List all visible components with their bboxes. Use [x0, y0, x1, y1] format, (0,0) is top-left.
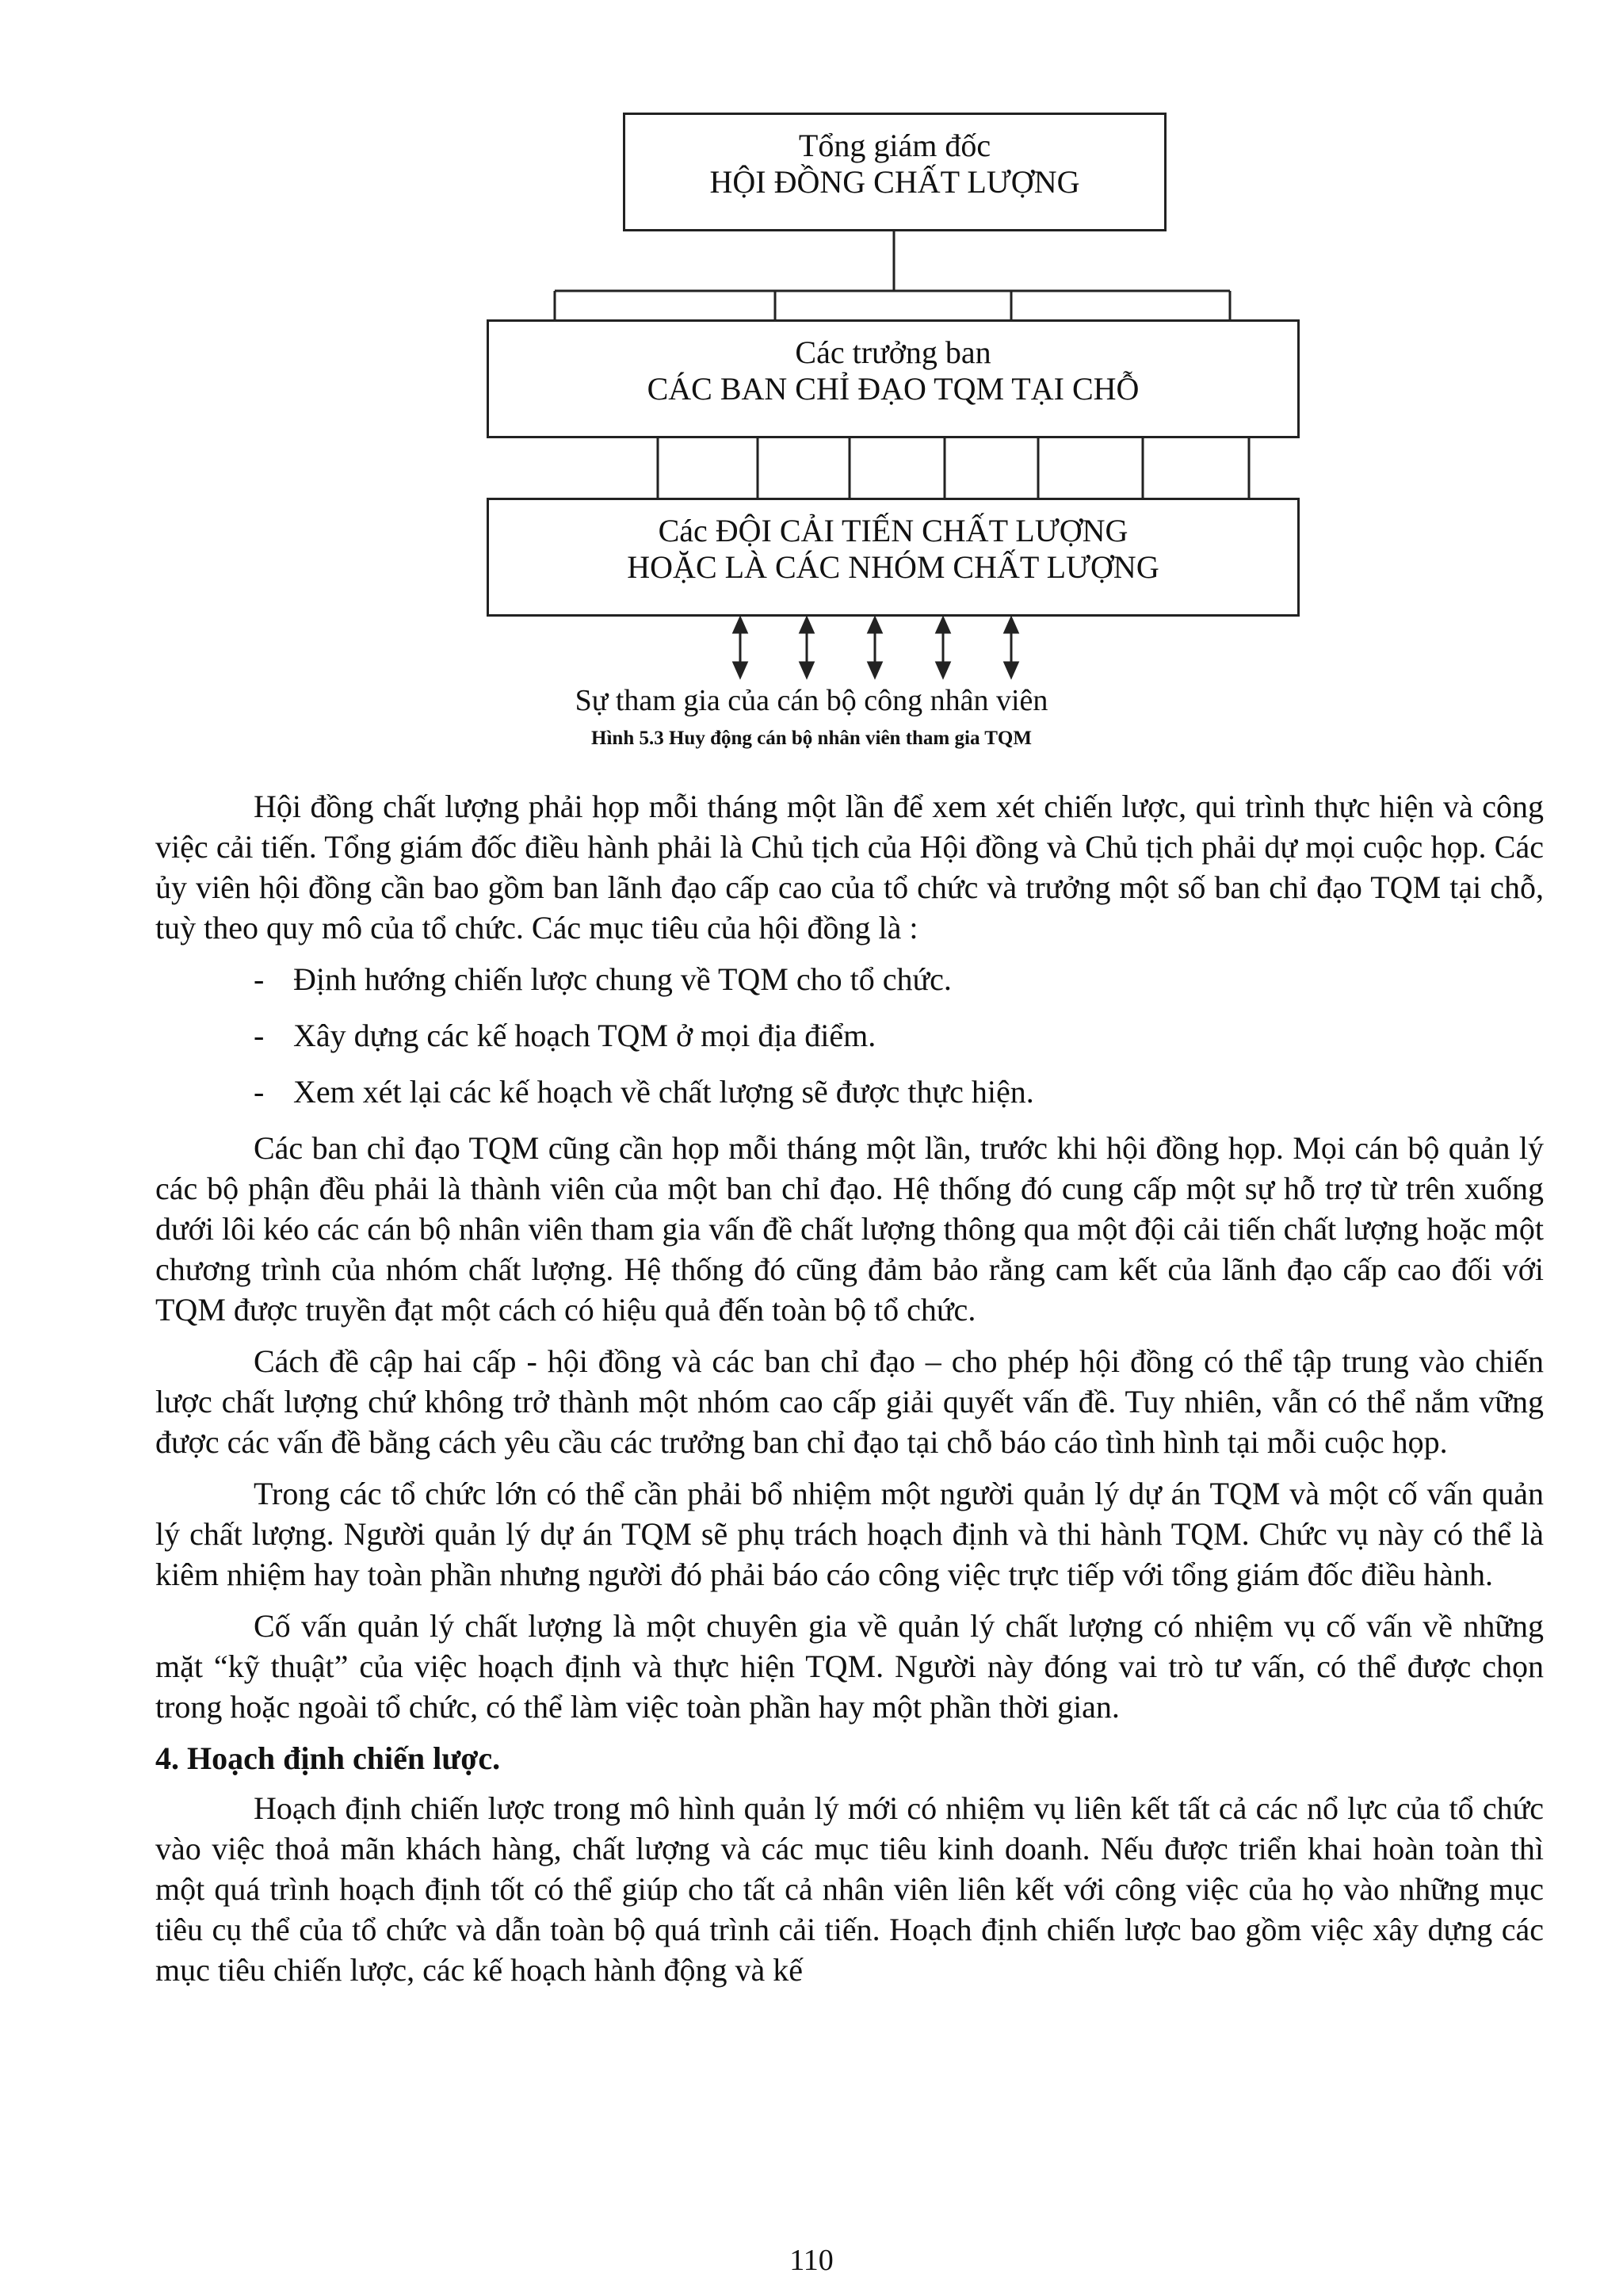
double-arrow-2	[800, 618, 813, 677]
section-heading: 4. Hoạch định chiến lược.	[155, 1740, 501, 1776]
double-arrow-3	[869, 618, 881, 677]
ceo-quality-council-box	[623, 113, 1167, 231]
list-item-text: Xây dựng các kế hoạch TQM ở mọi địa điểm.	[293, 1018, 876, 1053]
bullet-dash: -	[254, 1074, 265, 1110]
paragraph-2: Các ban chỉ đạo TQM cũng cần họp mỗi tháng một lần, trước khi hội đồng họp. Mọi cán bộ quản lý các bộ phận đều phải là thành viên của một ban chỉ đạo. Hệ thống đó cung cấp một sự hỗ trợ từ trên xuống dưới lôi kéo các cán bộ nhân viên tham gia vấn đề chất lượng thông qua một đội cải tiến chất lượng hoặc một chương trình của nhóm chất lượng. Hệ thống đó cũng đảm bảo rằng cam kết của lãnh đạo cấp cao đối với TQM được truyền đạt một cách có hiệu quả đến toàn bộ tổ chức.	[155, 1130, 1544, 1328]
org-diagram	[0, 0, 1623, 761]
paragraph-4: Trong các tổ chức lớn có thể cần phải bổ nhiệm một người quản lý dự án TQM và một cố vấn quản lý chất lượng. Người quản lý dự án TQM sẽ phụ trách hoạch định và thi hành TQM. Chức vụ này có thể là kiêm nhiệm hay toàn phần nhưng người đó phải báo cáo công việc trực tiếp với tổng giám đốc điều hành.	[155, 1476, 1544, 1592]
double-arrow-4	[937, 618, 949, 677]
bullet-dash: -	[254, 961, 265, 997]
page-body	[155, 786, 1544, 2001]
page-number: 110	[789, 2244, 834, 2277]
figure-caption: Hình 5.3 Huy động cán bộ nhân viên tham gia TQM	[591, 728, 1032, 749]
list-item	[155, 1072, 1544, 1112]
paragraph-5: Cố vấn quản lý chất lượng là một chuyên gia về quản lý chất lượng có nhiệm vụ cố vấn về những mặt “kỹ thuật” của việc hoạch định và thực hiện TQM. Người này đóng vai trò tư vấn, có thể được chọn trong hoặc ngoài tổ chức, có thể làm việc toàn phần hay một phần thời gian.	[155, 1608, 1544, 1725]
steering-committees-box	[487, 319, 1300, 438]
list-item	[155, 1015, 1544, 1056]
paragraph-6: Hoạch định chiến lược trong mô hình quản lý mới có nhiệm vụ liên kết tất cả các nổ lực của tổ chức vào việc thoả mãn khách hàng, chất lượng và các mục tiêu kinh doanh. Nếu được triển khai hoàn toàn thì một quá trình hoạch định tốt có thể giúp cho tất cả nhân viên liên kết với công việc của họ vào những mục tiêu cụ thể của tổ chức và dẫn toàn bộ quá trình cải tiến. Hoạch định chiến lược bao gồm việc xây dựng các mục tiêu chiến lược, các kế hoạch hành động và kế	[155, 1790, 1544, 1988]
paragraph-3: Cách đề cập hai cấp - hội đồng và các ban chỉ đạo – cho phép hội đồng có thể tập trung vào chiến lược chất lượng chứ không trở thành một nhóm cao cấp giải quyết vấn đề. Tuy nhiên, vẫn có thể nắm vững được các vấn đề bằng cách yêu cầu các trưởng ban chỉ đạo tại chỗ báo cáo tình hình tại mỗi cuộc họp.	[155, 1343, 1544, 1460]
double-arrow-1	[734, 618, 747, 677]
improvement-teams-box	[487, 498, 1300, 617]
participation-label: Sự tham gia của cán bộ công nhân viên	[575, 684, 1048, 717]
ceo-box-subtitle: HỘI ĐỒNG CHẤT LƯỢNG	[709, 164, 1080, 200]
teams-box-subtitle: HOẶC LÀ CÁC NHÓM CHẤT LƯỢNG	[627, 549, 1159, 585]
list-item-text: Định hướng chiến lược chung về TQM cho tổ chức.	[293, 961, 952, 997]
bullet-dash: -	[254, 1018, 265, 1053]
paragraph-1: Hội đồng chất lượng phải họp mỗi tháng một lần để xem xét chiến lược, qui trình thực hiện và công việc cải tiến. Tổng giám đốc điều hành phải là Chủ tịch của Hội đồng và Chủ tịch phải dự mọi cuộc họp. Các ủy viên hội đồng cần bao gồm ban lãnh đạo cấp cao của tổ chức và trưởng một số ban chỉ đạo TQM tại chỗ, tuỳ theo quy mô của tổ chức. Các mục tiêu của hội đồng là :	[155, 789, 1544, 946]
list-item	[155, 959, 1544, 999]
steering-box-subtitle: CÁC BAN CHỈ ĐẠO TQM TẠI CHỖ	[647, 371, 1140, 407]
ceo-box-title: Tổng giám đốc	[798, 128, 991, 163]
double-arrow-5	[1005, 618, 1018, 677]
steering-box-title: Các trưởng ban	[795, 334, 991, 370]
teams-box-title: Các ĐỘI CẢI TIẾN CHẤT LƯỢNG	[658, 513, 1128, 548]
objectives-list	[155, 959, 1544, 1112]
list-item-text: Xem xét lại các kế hoạch về chất lượng sẽ được thực hiện.	[293, 1074, 1034, 1110]
